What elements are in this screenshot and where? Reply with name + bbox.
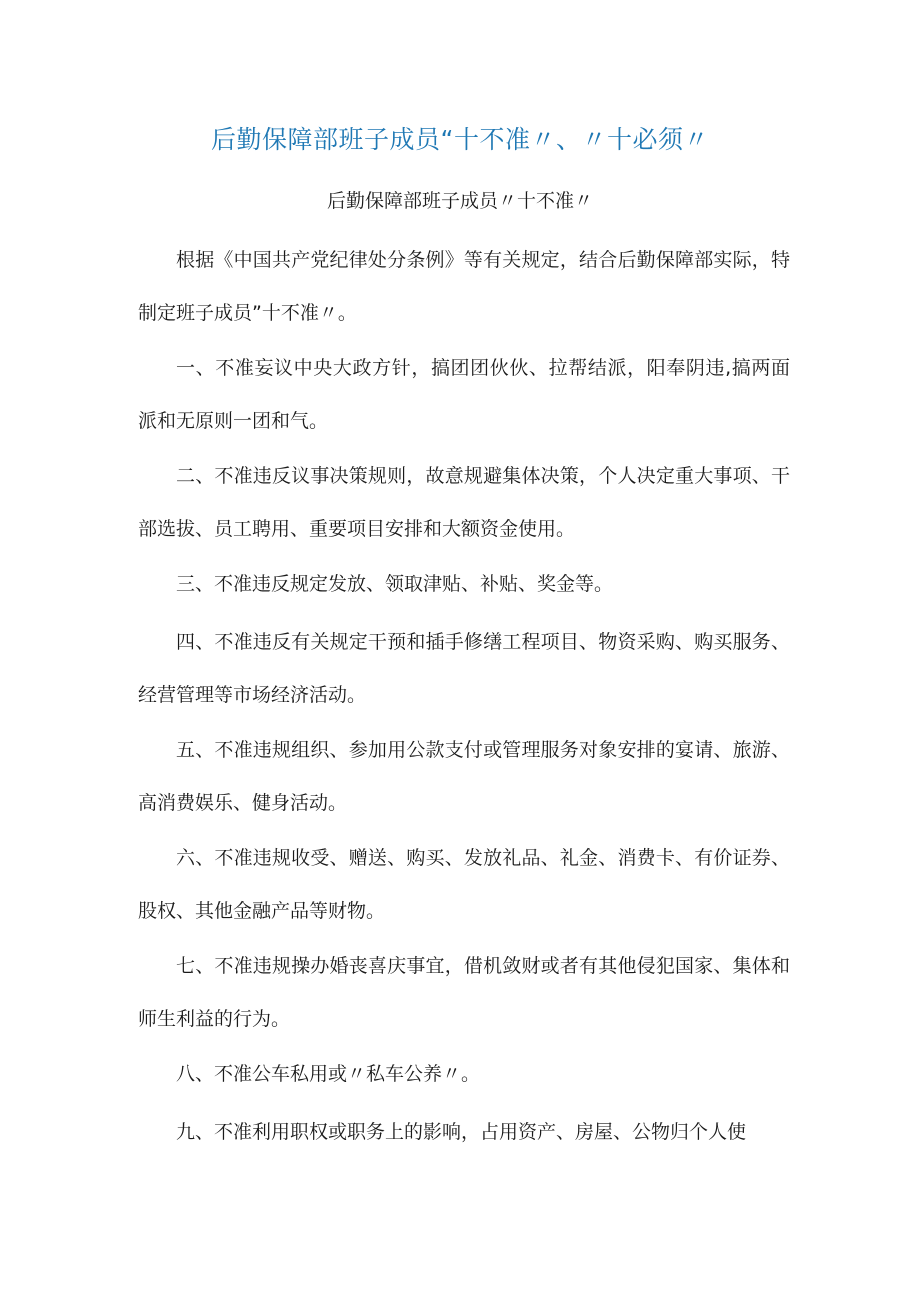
rule-paragraph-4: 四、不准违反有关规定干预和插手修缮工程项目、物资采购、购买服务、经营管理等市场经济活动。 <box>138 631 790 706</box>
section-heading: 后勤保障部班子成员〃十不准〃 <box>326 190 593 212</box>
rule-paragraph-3: 三、不准违反规定发放、领取津贴、补贴、奖金等。 <box>176 573 614 595</box>
rule-paragraph-7: 七、不准违规操办婚丧喜庆事宜，借机敛财或者有其他侵犯国家、集体和师生利益的行为。 <box>138 955 790 1030</box>
rule-paragraph-1: 一、不准妄议中央大政方针，搞团团伙伙、拉帮结派，阳奉阴违,搞两面派和无原则一团和气。 <box>138 357 790 432</box>
rule-paragraph-9: 九、不准利用职权或职务上的影响，占用资产、房屋、公物归个人使 <box>176 1121 747 1143</box>
rule-paragraph-2: 二、不准违反议事决策规则，故意规避集体决策，个人决定重大事项、干部选拔、员工聘用、重要项目安排和大额资金使用。 <box>138 465 790 540</box>
rule-paragraph-8: 八、不准公车私用或〃私车公养〃。 <box>176 1063 481 1085</box>
document-title: 后勤保障部班子成员“十不准〃、〃十必须〃 <box>211 125 709 154</box>
rule-paragraph-5: 五、不准违规组织、参加用公款支付或管理服务对象安排的宴请、旅游、高消费娱乐、健身活动。 <box>138 739 790 814</box>
rule-paragraph-6: 六、不准违规收受、赠送、购买、发放礼品、礼金、消费卡、有价证券、股权、其他金融产品等财物。 <box>138 847 790 922</box>
intro-paragraph: 根据《中国共产党纪律处分条例》等有关规定，结合后勤保障部实际，特制定班子成员”十不准〃。 <box>138 249 790 324</box>
